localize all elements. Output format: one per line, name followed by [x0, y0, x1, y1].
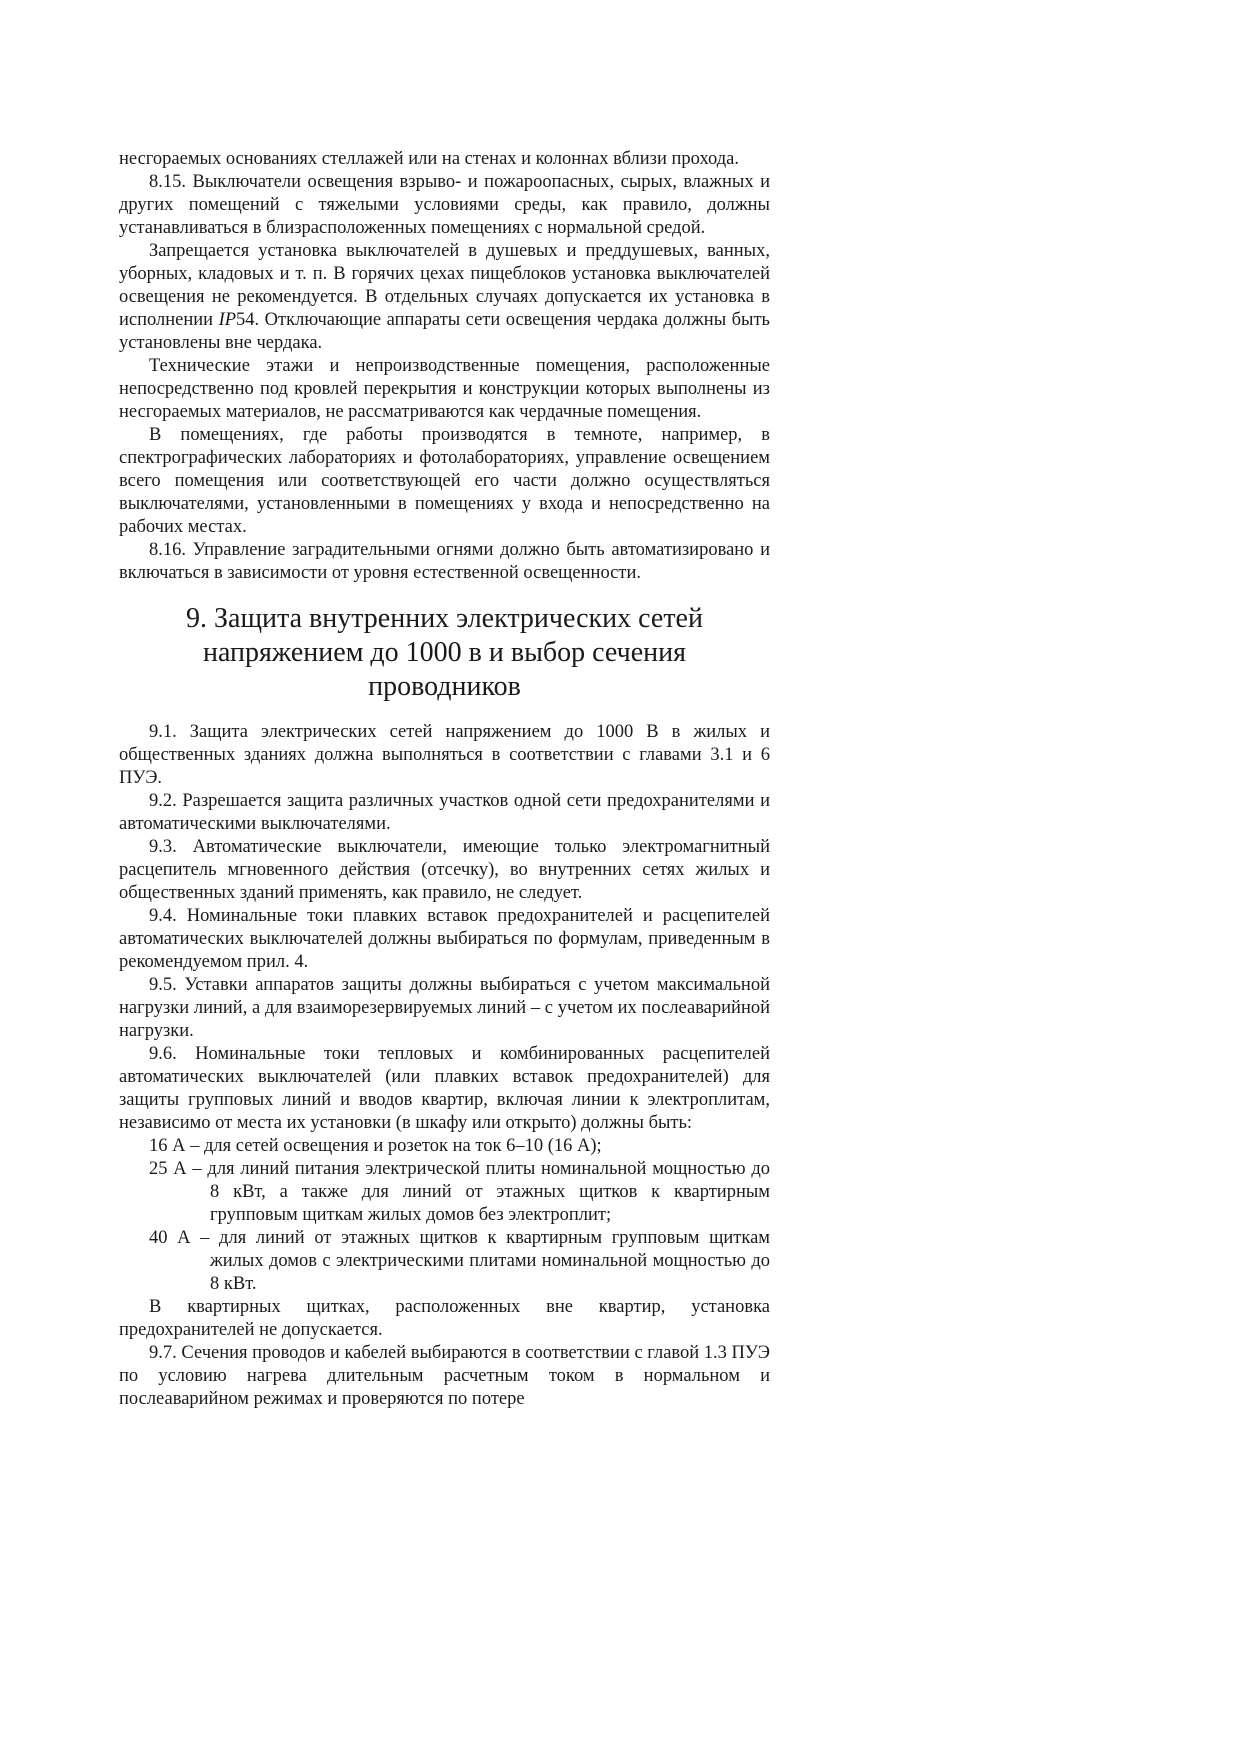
paragraph-apartment-panels: В квартирных щитках, расположенных вне квартир, установка предохранителей не допускается. — [119, 1297, 770, 1340]
list-item: 40 А – для линий от этажных щитков к квартирным групповым щиткам жилых домов с электрическими плитами номинальной мощностью до 8 кВт. — [149, 1228, 770, 1294]
paragraph-dark-rooms: В помещениях, где работы производятся в темноте, например, в спектрографических лабораториях и фотолабораториях, управление освещением всего помещения или соответствующей его части должно осуществляться выключателями, установленными в помещениях у входа и непосредственно на рабочих местах. — [119, 425, 770, 537]
section-heading — [119, 602, 770, 704]
paragraph-8-15: 8.15. Выключатели освещения взрыво- и пожароопасных, сырых, влажных и других помещений с тяжелыми условиями среды, как правило, должны устанавливаться в близрасположенных помещениях с нормальной средой. — [119, 172, 770, 238]
paragraph: несгораемых основаниях стеллажей или на стенах и колоннах вблизи прохода. — [119, 149, 739, 169]
paragraph-9-1: 9.1. Защита электрических сетей напряжением до 1000 В в жилых и общественных зданиях должна выполняться в соответствии с главами 3.1 и 6 ПУЭ. — [119, 722, 770, 788]
list-item: 25 А – для линий питания электрической плиты номинальной мощностью до 8 кВт, а также для линий от этажных щитков к квартирным групповым щиткам жилых домов без электроплит; — [149, 1159, 770, 1225]
text-span: Запрещается установка выключателей в душевых и преддушевых, ванных, уборных, кладовых и т. п. В горячих цехах пищеблоков установка выключателей освещения не рекомендуется. В отдельных случаях допускается их установка в исполнении — [119, 241, 770, 330]
paragraph-technical-floors: Технические этажи и непроизводственные помещения, расположенные непосредственно под кровлей перекрытия и конструкции которых выполнены из несгораемых материалов, не рассматриваются как чердачные помещения. — [119, 356, 770, 422]
paragraph-9-6: 9.6. Номинальные токи тепловых и комбинированных расцепителей автоматических выключателей (или плавких вставок предохранителей) для защиты групповых линий и вводов квартир, включая линии к электроплитам, независимо от места их установки (в шкафу или открыто) должны быть: — [119, 1044, 770, 1133]
paragraph-8-16: 8.16. Управление заградительными огнями должно быть автоматизировано и включаться в зависимости от уровня естественной освещенности. — [119, 540, 770, 583]
paragraph-9-2: 9.2. Разрешается защита различных участков одной сети предохранителями и автоматическими выключателями. — [119, 791, 770, 834]
paragraph-9-5: 9.5. Уставки аппаратов защиты должны выбираться с учетом максимальной нагрузки линий, а для взаиморезервируемых линий – с учетом их послеаварийной нагрузки. — [119, 975, 770, 1041]
list-item: 16 А – для сетей освещения и розеток на ток 6–10 (16 А); — [149, 1136, 602, 1156]
heading-line: напряжением до 1000 в и выбор сечения — [202, 637, 686, 668]
heading-line: проводников — [368, 671, 521, 702]
paragraph-9-4: 9.4. Номинальные токи плавких вставок предохранителей и расцепителей автоматических выключателей должны выбираться по формулам, приведенным в рекомендуемом прил. 4. — [119, 906, 770, 972]
text-span: 54. Отключающие аппараты сети освещения чердака должны быть установлены вне чердака. — [119, 310, 770, 353]
paragraph-switch-prohibition — [119, 240, 770, 355]
heading-line: 9. Защита внутренних электрических сетей — [186, 603, 703, 634]
paragraph-9-7: 9.7. Сечения проводов и кабелей выбираются в соответствии с главой 1.3 ПУЭ по условию нагрева длительным расчетным током в нормальном и послеаварийном режимах и проверяются по потере — [119, 1343, 770, 1409]
ip-code: IP — [218, 310, 237, 330]
document-page — [119, 148, 770, 1411]
paragraph-9-3: 9.3. Автоматические выключатели, имеющие только электромагнитный расцепитель мгновенного действия (отсечку), во внутренних сетях жилых и общественных зданий применять, как правило, не следует. — [119, 837, 770, 903]
